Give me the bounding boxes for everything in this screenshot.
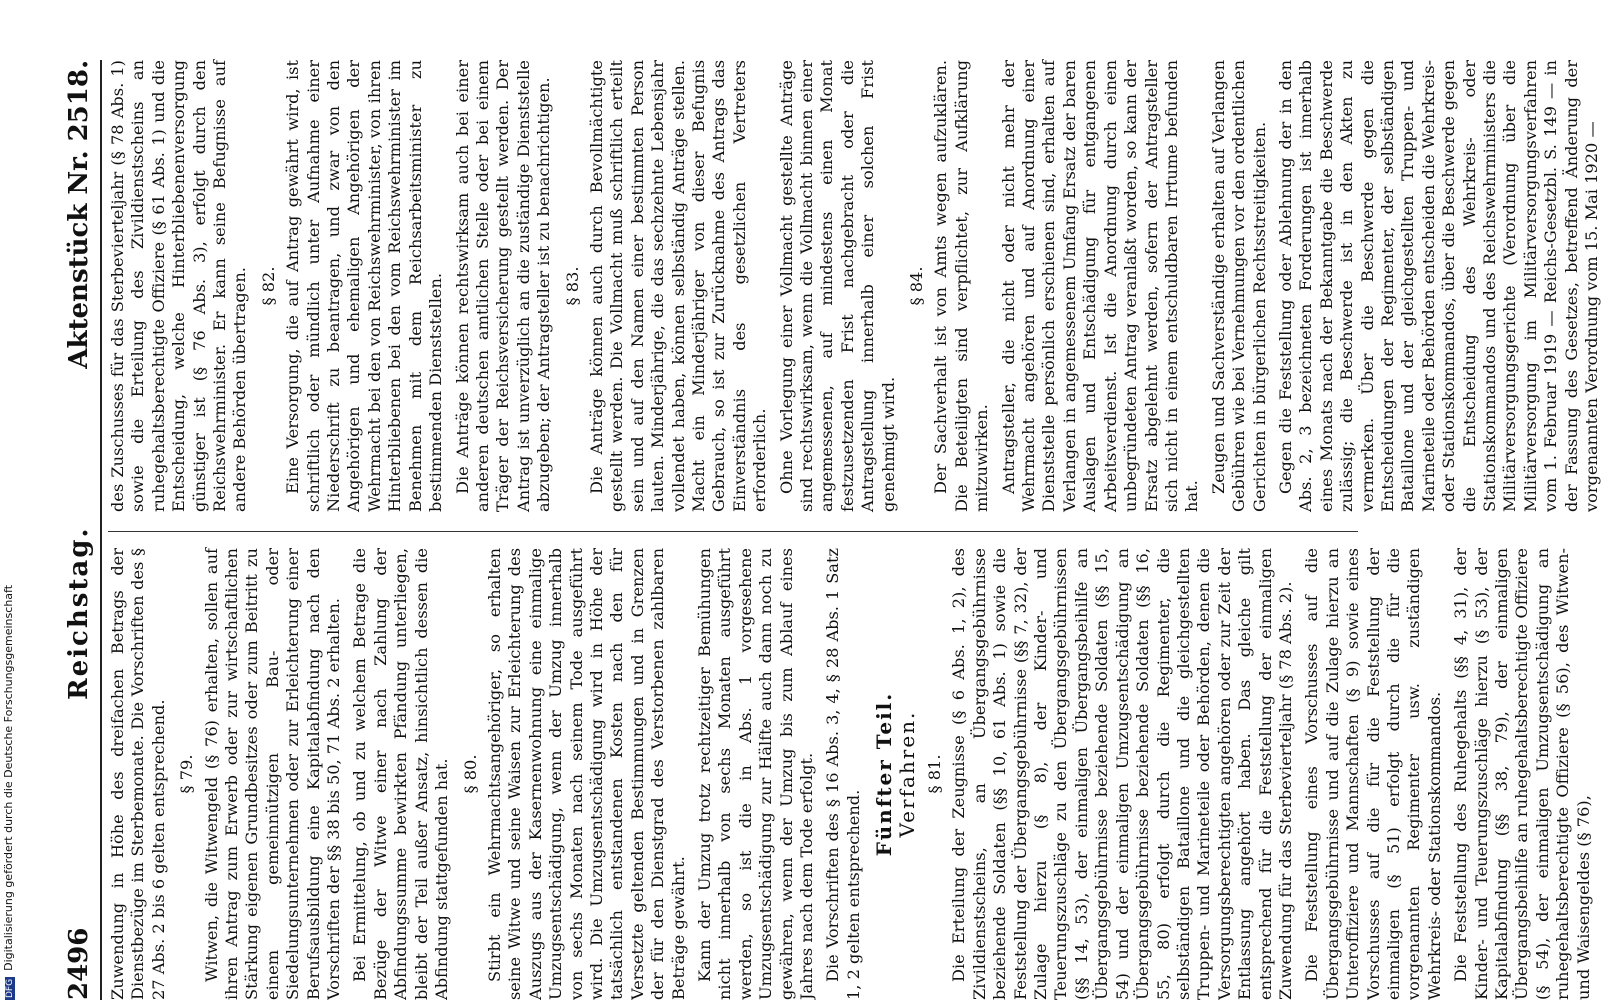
section-heading: § 82. [258,266,278,306]
page-number: 2496 [64,927,94,1000]
paragraph: Die Erteilung der Zeugnisse (§ 6 Abs. 1, 2), des Zivildienstscheins, an Übergangsgebührnisse beziehende Soldaten (§§ 10, 61 Abs. 1) sowie die Feststellung der Übergangsgebührnisse (§§ 7, 32), der Zulage hierzu (§ 8), der Kinder- und Teuerungszuschläge zu den Übergangsgebührnissen (§§ 14, 53), der einmaligen Übergangsbeihilfe an Übergangsgebührnisse beziehende Soldaten (§§ 15, 54) und der einmaligen Umzugsentschädigung an Übergangsgebührnisse beziehende Soldaten (§§ 16, 55, 80) erfolgt durch die Regimenter, die selbständigen Bataillone und die gleichgestellten Truppen- und Marineteile oder Behörden, denen die Versorgungsberechtigten angehören oder zur Zeit der Entlassung angehört haben. Das gleiche gilt entsprechend für die Feststellung der einmaligen Zuwendung für das Sterbevierteljahr (§ 78 Abs. 2). [949,548,1295,1000]
paragraph: des Zuschusses für das Sterbevierteljahr (§ 78 Abs. 1) sowie die Erteilung des Zivildienstscheins an ruhegehaltsberechtigte Offiziere (§ 61 Abs. 1) und die Entscheidung, welche Hinterbliebenenversorgung günstiger ist (§ 76 Abs. 3), erfolgt durch den Reichswehrminister. Er kann seine Befugnisse auf andere Behörden übertragen. [108,60,250,512]
paragraph: Die Vorschriften des § 16 Abs. 3, 4, § 28 Abs. 1 Satz 1, 2 gelten entsprechend. [823,548,863,1000]
credit-text: Digitalisierung gefördert durch die Deutsche Forschungsgemeinschaft [2,584,15,971]
paragraph: Der Sachverhalt ist von Amts wegen aufzuklären. Die Beteiligten sind verpflichtet, zur Aufklärung mitzuwirken. [931,60,992,512]
rotated-document-page [60,60,1602,1000]
paragraph: Kann der Umzug trotz rechtzeitiger Bemühungen nicht innerhalb von sechs Monaten ausgeführt werden, so ist die in Abs. 1 vorgesehene Umzugsentschädigung zur Hälfte auch dann noch zu gewähren, wenn der Umzug bis zum Ablauf eines Jahres nach dem Tode erfolgt. [694,548,816,1000]
part-heading: Fünfter Teil. [872,691,897,857]
paragraph: Bei Ermittelung, ob und zu welchem Betrage die Bezüge der Witwe einer nach Zahlung der Abfindungssumme bewirkten Pfändung unterliegen, bleibt der Teil außer Ansatz, hinsichtlich dessen die Abfindung stattgefunden hat. [350,548,452,1000]
digitization-credit [2,10,15,1000]
paragraph: Antragsteller, die nicht oder nicht mehr der Wehrmacht angehören und auf Anordnung einer Dienststelle persönlich erschienen sind, erhalten auf Verlangen in angemessenem Umfang Ersatz der baren Auslagen und Entschädigung für entgangenen Arbeitsverdienst. Ist die Anordnung durch einen unbegründeten Antrag veranlaßt worden, so kann der Ersatz abgelehnt werden, sofern der Antragsteller sich nicht in einem entschuldbaren Irrtume befunden hat. [998,60,1202,512]
section-heading: § 80. [460,754,480,794]
paragraph: Gegen die Feststellung oder Ablehnung der in den Abs. 2, 3 bezeichneten Forderungen ist innerhalb eines Monats nach der Bekanntgabe die Beschwerde zulässig; die Beschwerde ist in den Akten zu vermerken. Über die Beschwerde gegen die Entscheidungen der Regimenter, der selbständigen Bataillone und der gleichgestellten Truppen- und Marineteile oder Behörden entscheiden die Wehrkreis- oder Stationskommandos, über die Beschwerde gegen die Entscheidung des Wehrkreis- oder Stationskommandos und des Reichswehrministers die Militärversorgungsgerichte (Verordnung über die Militärversorgung im Militärversorgungsverfahren vom 1. Februar 1919 — Reichs-Gesetzbl. S. 149 — in der Fassung des Gesetzes, betreffend Änderung der vorgenannten Verordnung vom 15. Mai 1920 — [1275,60,1602,512]
section-heading: § 83. [562,266,582,306]
dfg-logo: DFG [5,978,15,998]
left-column [108,548,1593,1000]
paragraph: Zeugen und Sachverständige erhalten auf Verlangen Gebühren wie bei Vernehmungen vor den ordentlichen Gerichten in bürgerlichen Rechtsstreitigkeiten. [1208,60,1269,512]
column-divider [108,531,1358,532]
section-heading: § 84. [907,266,927,306]
part-subheading: Verfahren. [894,710,919,838]
paragraph: Ohne Vorlegung einer Vollmacht gestellte Anträge sind rechtswirksam, wenn die Vollmacht binnen einer angemessenen, auf mindestens einen Monat festzusetzenden Frist nachgebracht oder die Antragstellung innerhalb einer solchen Frist genehmigt wird. [776,60,898,512]
page-header [60,60,102,1000]
paragraph: Eine Versorgung, die auf Antrag gewährt wird, ist schriftlich oder mündlich unter Aufnahme einer Niederschrift zu beantragen, und zwar von den Angehörigen und ehemaligen Angehörigen der Wehrmacht bei den von Reichswehrminister, von ihren Hinterbliebenen bei den vom Reichswehrminister im Benehmen mit dem Reichsarbeitsminister zu bestimmenden Dienststellen. [283,60,446,512]
paragraph: Witwen, die Witwengeld (§ 76) erhalten, sollen auf ihren Antrag zum Erwerb oder zur wirtschaftlichen Stärkung eigenen Grundbesitzes oder zum Beitritt zu einem gemeinnützigen Bau- oder Siedelungsunternehmen oder zur Erleichterung einer Berufsausbildung eine Kapitalabfindung nach den Vorschriften der §§ 38 bis 50, 71 Abs. 2 erhalten. [201,548,344,1000]
section-heading: § 79. [177,754,197,794]
paragraph: Die Anträge können auch durch Bevollmächtigte gestellt werden. Die Vollmacht muß schriftlich erteilt sein und auf den Namen einer bestimmten Person lauten. Minderjährige, die das sechzehnte Lebensjahr vollendet haben, können selbständig Anträge stellen. Macht ein Minderjähriger von dieser Befugnis Gebrauch, so ist zur Zurücknahme des Antrags das Einverständnis des gesetzlichen Vertreters erforderlich. [586,60,770,512]
paragraph: Die Anträge können rechtswirksam auch bei einer anderen deutschen amtlichen Stelle oder bei einem Träger der Reichsversicherung gestellt werden. Der Antrag ist unverzüglich an die zuständige Dienststelle abzugeben; der Antragsteller ist zu benachrichtigen. [452,60,554,512]
paragraph: Stirbt ein Wehrmachtsangehöriger, so erhalten seine Witwe und seine Waisen zur Erleichterung des Auszugs aus der Kasernenwohnung eine einmalige Umzugsentschädigung, wenn der Umzug innerhalb von sechs Monaten nach seinem Tode ausgeführt wird. Die Umzugsentschädigung wird in Höhe der tatsächlich entstandenen Kosten nach den für Versetzte geltenden Bestimmungen und in Grenzen der für den Dienstgrad des Verstorbenen zahlbaren Beträge gewährt. [484,548,688,1000]
right-column [108,60,1602,512]
paragraph: Zuwendung in Höhe des dreifachen Betrags der Dienstbezüge im Sterbemonate. Die Vorschriften des § 27 Abs. 2 bis 6 gelten entsprechend. [108,548,168,1000]
header-title: Reichstag. [64,526,94,700]
section-heading: § 81. [925,754,945,794]
paragraph: Die Feststellung des Ruhegehalts (§§ 4, 31), der Kinder- und Teuerungszuschläge hierzu (§ 53), der Kapitalabfindung (§§ 38, 79), der einmaligen Übergangsbeihilfe an ruhegehaltsberechtigte Offiziere (§ 54), der einmaligen Umzugsentschädigung an ruhegehaltsberechtigte Offiziere (§ 56), des Witwen- und Waisengeldes (§ 76), [1451,548,1593,1000]
paragraph: Die Feststellung eines Vorschusses auf die Übergangsgebührnisse und auf die Zulage hierzu an Unteroffiziere und Mannschaften (§ 9) sowie eines Vorschusses auf die für die Feststellung der einmaligen (§ 51) erfolgt durch die für die vorgenannten Regimenter usw. zuständigen Wehrkreis- oder Stationskommandos. [1302,548,1444,1000]
document-number: Aktenstück Nr. 2518. [64,60,94,369]
